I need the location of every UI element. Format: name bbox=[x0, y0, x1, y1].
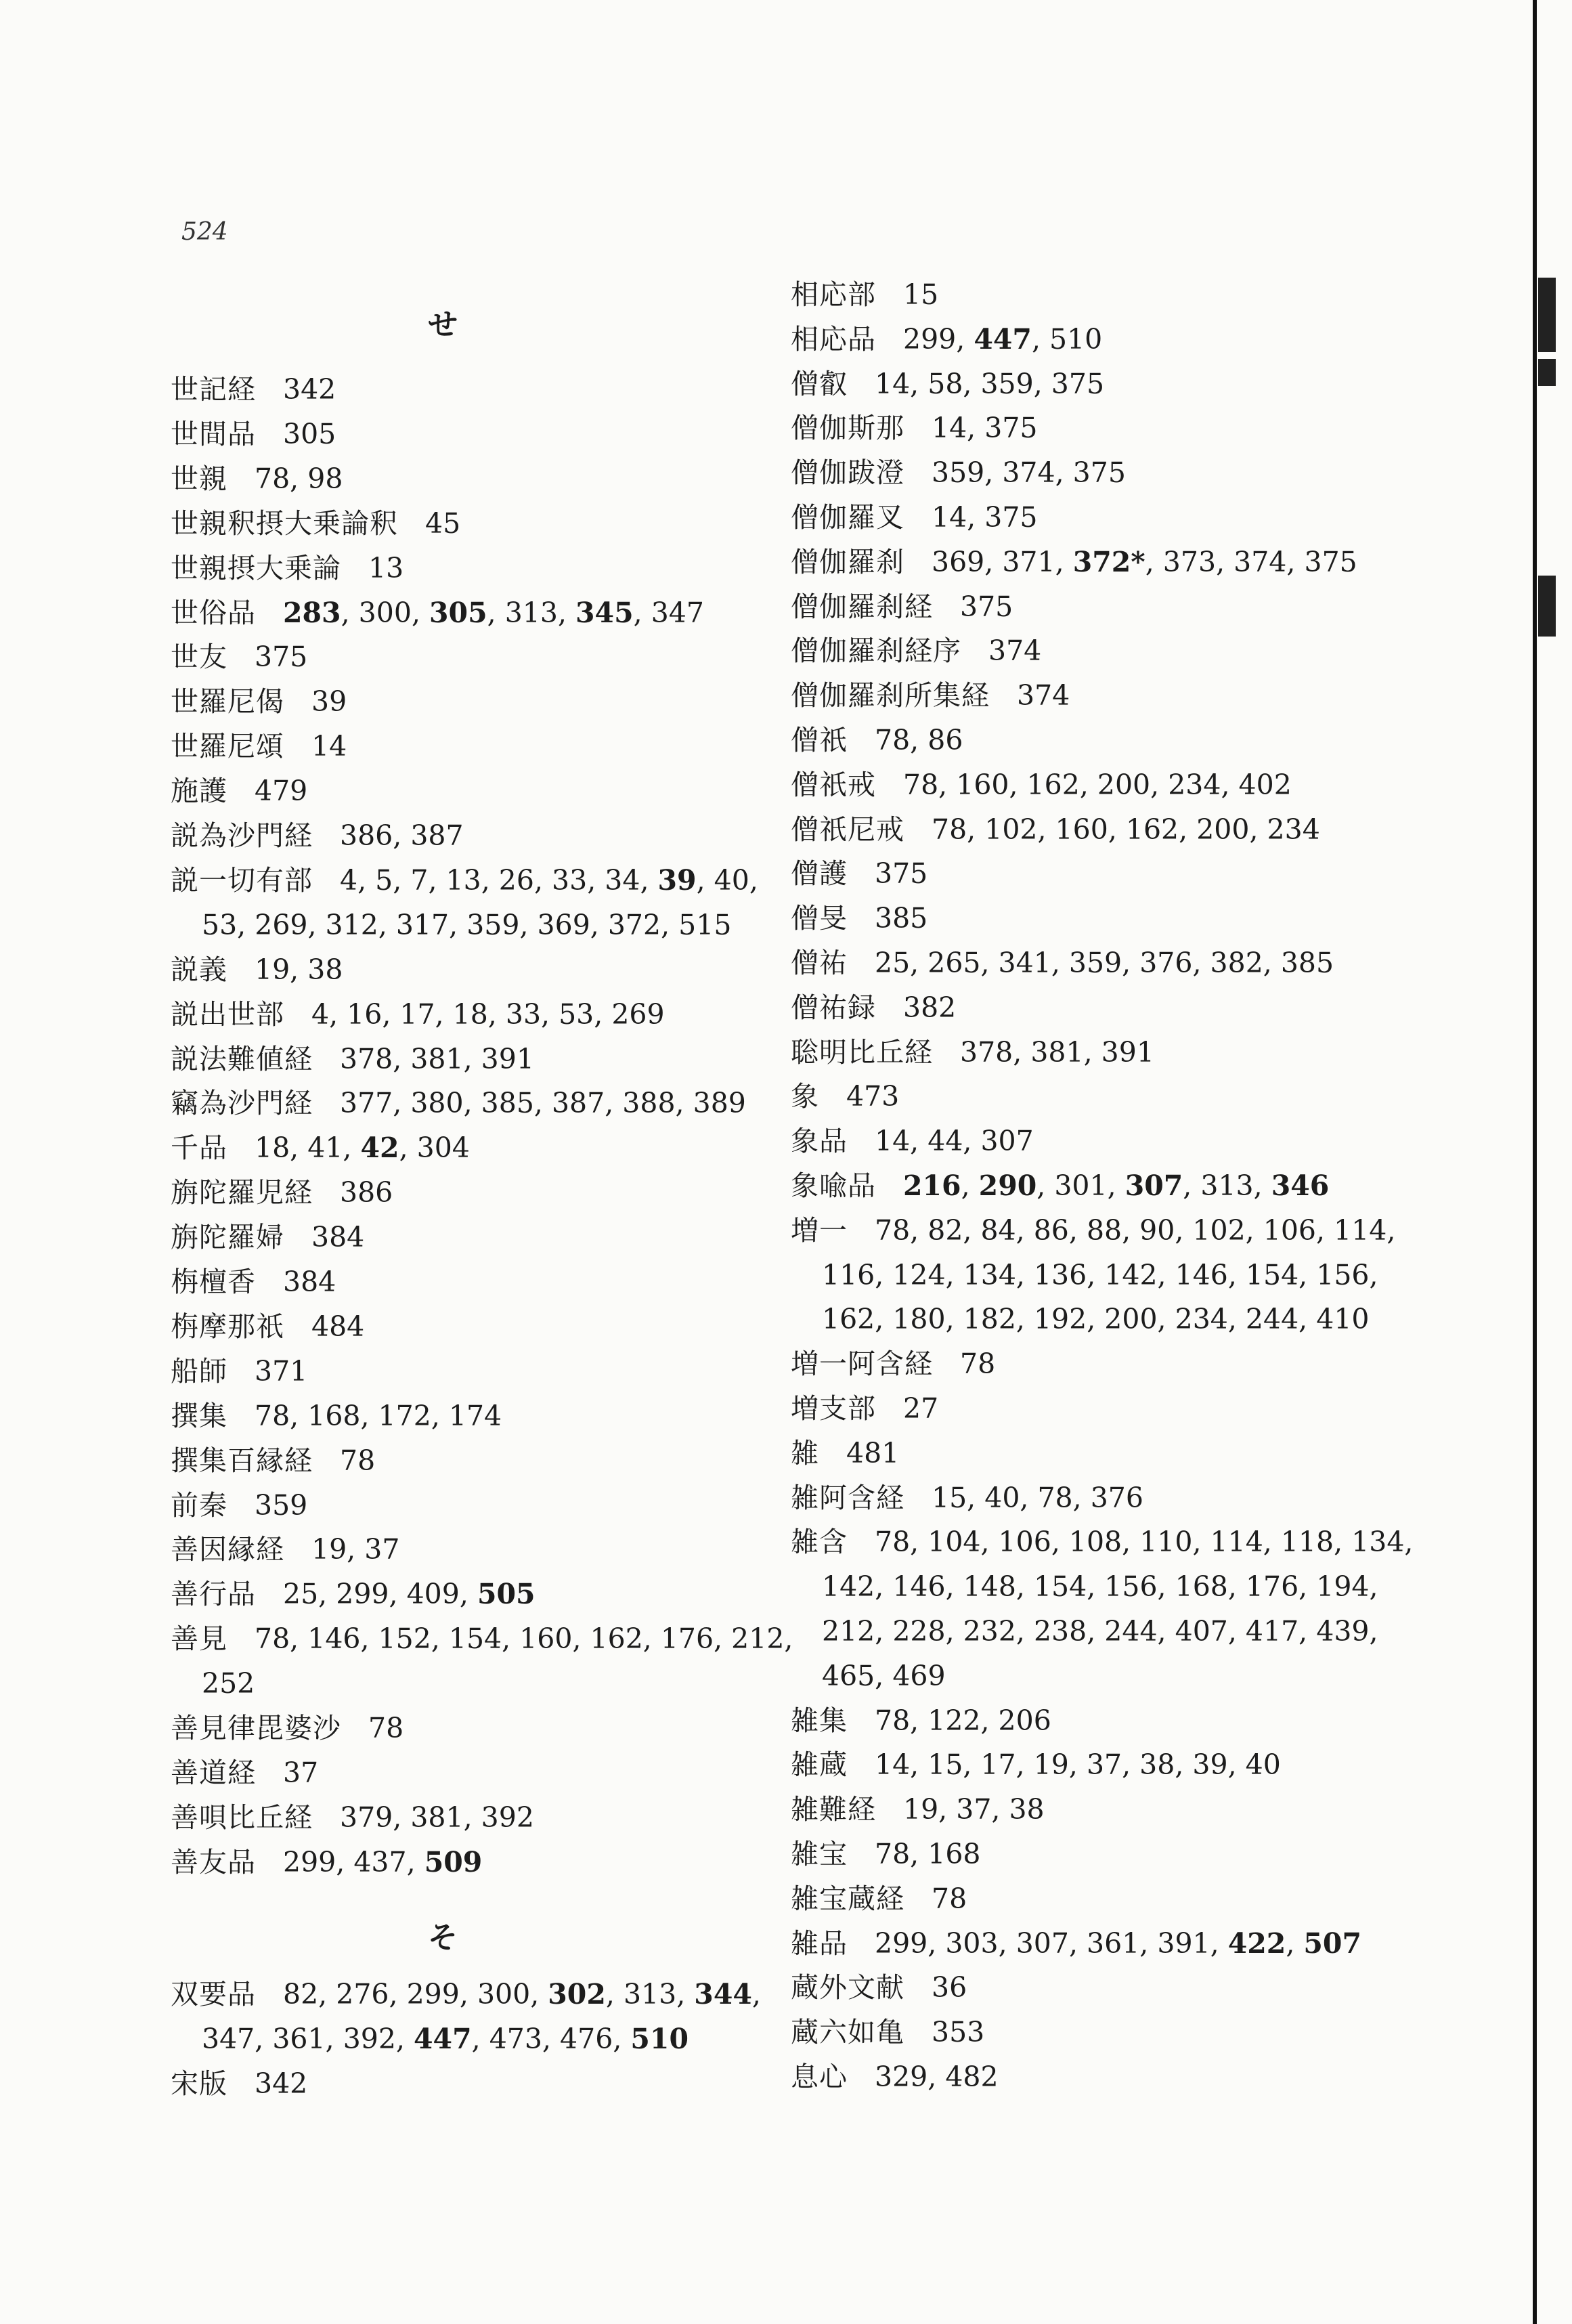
index-entry bbox=[791, 1433, 899, 1473]
index-term: 僧祐 bbox=[791, 947, 848, 979]
page-references: 78 bbox=[932, 1882, 967, 1915]
index-entry-continuation bbox=[822, 1566, 1378, 1607]
page-references: 375 bbox=[960, 590, 1013, 623]
index-entry bbox=[171, 1306, 364, 1347]
page-references: 36 bbox=[932, 1971, 967, 2004]
page-references: 78, 122, 206 bbox=[875, 1704, 1051, 1737]
index-entry bbox=[791, 943, 1334, 983]
index-entry bbox=[171, 1752, 318, 1793]
index-term: 世親 bbox=[171, 462, 227, 495]
page-references: 369, 371, 372*, 373, 374, 375 bbox=[932, 545, 1357, 578]
index-entry bbox=[171, 994, 665, 1035]
index-term: 僧伽羅刹経 bbox=[791, 590, 933, 623]
page-references: 299, 437, 509 bbox=[283, 1845, 483, 1878]
index-entry bbox=[171, 815, 464, 856]
page-references: 78, 168 bbox=[875, 1838, 981, 1870]
index-term: 善唄比丘経 bbox=[171, 1801, 313, 1834]
index-term: 雑蔵 bbox=[791, 1748, 848, 1782]
index-term: 象 bbox=[791, 1080, 819, 1113]
page-references: 15, 40, 78, 376 bbox=[932, 1481, 1143, 1514]
index-entry bbox=[171, 949, 343, 990]
index-term: 世親摂大乗論 bbox=[171, 551, 341, 584]
index-entry bbox=[791, 1388, 938, 1429]
page-references: 386 bbox=[340, 1176, 393, 1209]
page-references: 53, 269, 312, 317, 359, 369, 372, 515 bbox=[202, 908, 732, 941]
page-references: 252 bbox=[202, 1667, 255, 1700]
index-term: 施護 bbox=[171, 775, 227, 808]
index-term: 増一阿含経 bbox=[791, 1348, 933, 1381]
index-entry bbox=[171, 1974, 761, 2015]
index-entry-continuation bbox=[822, 1611, 1378, 1652]
page-references: 385 bbox=[875, 902, 928, 935]
page-references: 371 bbox=[255, 1354, 308, 1387]
index-entry bbox=[171, 1217, 364, 1257]
index-term: 蔵六如亀 bbox=[791, 2016, 904, 2049]
index-term: 世羅尼偈 bbox=[171, 685, 284, 718]
index-term: 善道経 bbox=[171, 1756, 256, 1789]
index-term: 蔵外文献 bbox=[791, 1971, 904, 2004]
page-references: 19, 37, 38 bbox=[903, 1793, 1045, 1826]
index-entry bbox=[791, 1878, 967, 1919]
index-entry bbox=[791, 586, 1013, 627]
page-references: 14, 375 bbox=[932, 501, 1038, 534]
index-entry bbox=[791, 765, 1292, 805]
index-entry bbox=[791, 630, 1041, 671]
index-entry bbox=[171, 637, 307, 677]
index-entry bbox=[791, 2012, 984, 2052]
index-term: 雑阿含経 bbox=[791, 1481, 904, 1514]
page-references: 142, 146, 148, 154, 156, 168, 176, 194, bbox=[822, 1570, 1378, 1604]
index-entry bbox=[171, 2063, 307, 2104]
index-term: 世間品 bbox=[171, 417, 256, 450]
section-heading-so: そ bbox=[428, 1920, 458, 1955]
page-references: 14, 58, 359, 375 bbox=[875, 367, 1105, 400]
index-term: 僧伽羅刹経序 bbox=[791, 634, 961, 668]
index-term: 僧護 bbox=[791, 857, 848, 890]
page-references: 78, 104, 106, 108, 110, 114, 118, 134, bbox=[875, 1526, 1414, 1559]
index-entry bbox=[791, 1834, 981, 1874]
page-edge-bar bbox=[1533, 0, 1537, 2324]
index-entry bbox=[171, 681, 347, 722]
index-entry bbox=[791, 898, 927, 939]
index-entry bbox=[791, 1789, 1045, 1830]
page-references: 14, 44, 307 bbox=[875, 1125, 1034, 1158]
page-references: 78, 168, 172, 174 bbox=[255, 1399, 502, 1432]
page-references: 329, 482 bbox=[875, 2061, 999, 2093]
page-references: 386, 387 bbox=[340, 819, 464, 852]
index-term: 雑宝 bbox=[791, 1838, 848, 1870]
page-references: 382 bbox=[903, 991, 957, 1024]
index-entry bbox=[171, 1039, 534, 1079]
index-term: 栴摩那祇 bbox=[171, 1310, 284, 1343]
index-entry bbox=[791, 1343, 995, 1384]
index-term: 双要品 bbox=[171, 1978, 256, 2010]
page-references: 353 bbox=[932, 2016, 985, 2049]
index-entry bbox=[171, 1797, 534, 1838]
page-references: 39 bbox=[311, 685, 347, 718]
index-term: 旃陀羅児経 bbox=[171, 1176, 313, 1209]
index-entry bbox=[171, 1127, 470, 1168]
index-term: 僧伽羅刹所集経 bbox=[791, 679, 990, 712]
page-references: 342 bbox=[255, 2067, 308, 2100]
index-term: 善友品 bbox=[171, 1845, 256, 1878]
index-term: 説為沙門経 bbox=[171, 819, 313, 852]
index-entry bbox=[171, 726, 347, 767]
index-term: 僧祐録 bbox=[791, 991, 876, 1024]
page-references: 37 bbox=[283, 1756, 319, 1789]
index-entry bbox=[791, 1923, 1361, 1964]
index-entry bbox=[791, 720, 963, 760]
index-entry bbox=[791, 1744, 1281, 1785]
index-term: 雑含 bbox=[791, 1526, 848, 1559]
page-references: 212, 228, 232, 238, 244, 407, 417, 439, bbox=[822, 1615, 1378, 1648]
index-term: 雑品 bbox=[791, 1927, 848, 1960]
index-entry-continuation bbox=[202, 2019, 689, 2059]
page-references: 305 bbox=[283, 417, 336, 450]
page-references: 78, 160, 162, 200, 234, 402 bbox=[903, 768, 1292, 801]
page-references: 45 bbox=[425, 507, 461, 540]
index-entry bbox=[171, 593, 704, 633]
index-term: 僧祇 bbox=[791, 724, 848, 756]
index-entry-continuation bbox=[202, 905, 731, 945]
index-entry bbox=[791, 319, 1102, 360]
page-references: 14, 15, 17, 19, 37, 38, 39, 40 bbox=[875, 1748, 1281, 1782]
index-term: 雑宝蔵経 bbox=[791, 1882, 904, 1915]
index-term: 旃陀羅婦 bbox=[171, 1221, 284, 1254]
index-term: 世友 bbox=[171, 641, 227, 674]
index-term: 聡明比丘経 bbox=[791, 1035, 933, 1069]
index-term: 世記経 bbox=[171, 373, 256, 406]
index-entry bbox=[171, 1529, 399, 1570]
page-references: 378, 381, 391 bbox=[340, 1042, 534, 1075]
index-term: 相応品 bbox=[791, 322, 876, 356]
index-entry bbox=[171, 1485, 307, 1526]
index-term: 宋版 bbox=[171, 2067, 227, 2100]
index-entry bbox=[171, 548, 403, 588]
page-references: 25, 265, 341, 359, 376, 382, 385 bbox=[875, 947, 1334, 979]
index-entry bbox=[791, 809, 1320, 850]
page-references: 19, 38 bbox=[255, 953, 343, 986]
index-term: 僧伽斯那 bbox=[791, 412, 904, 445]
index-term: 僧祇戒 bbox=[791, 768, 876, 801]
index-entry-continuation bbox=[822, 1656, 946, 1696]
index-term: 千品 bbox=[171, 1132, 227, 1165]
page-references: 359, 374, 375 bbox=[932, 456, 1126, 490]
index-entry bbox=[171, 1262, 336, 1302]
page-references: 82, 276, 299, 300, 302, 313, 344, bbox=[283, 1978, 761, 2010]
page-references: 375 bbox=[875, 857, 928, 890]
index-term: 栴檀香 bbox=[171, 1266, 256, 1298]
index-term: 僧伽跋澄 bbox=[791, 456, 904, 490]
page-references: 299, 303, 307, 361, 391, 422, 507 bbox=[875, 1927, 1361, 1960]
edge-mark bbox=[1538, 359, 1556, 386]
page-references: 378, 381, 391 bbox=[960, 1035, 1154, 1069]
index-entry bbox=[171, 1351, 307, 1392]
index-entry bbox=[791, 542, 1357, 582]
page-references: 384 bbox=[311, 1221, 365, 1254]
page-references: 374 bbox=[1017, 679, 1070, 712]
page-references: 384 bbox=[283, 1266, 336, 1298]
index-term: 説一切有部 bbox=[171, 863, 313, 897]
page-references: 479 bbox=[255, 775, 308, 808]
index-term: 世親釈摂大乗論釈 bbox=[171, 507, 398, 540]
index-term: 象品 bbox=[791, 1125, 848, 1158]
index-term: 船師 bbox=[171, 1354, 227, 1387]
page-references: 78, 98 bbox=[255, 462, 343, 495]
index-entry bbox=[171, 1708, 403, 1748]
page-references: 78, 82, 84, 86, 88, 90, 102, 106, 114, bbox=[875, 1213, 1396, 1247]
index-entry-continuation bbox=[202, 1663, 255, 1704]
index-term: 善見律毘婆沙 bbox=[171, 1712, 341, 1744]
index-term: 説法難値経 bbox=[171, 1042, 313, 1075]
index-entry bbox=[171, 1172, 393, 1213]
index-entry bbox=[791, 274, 938, 315]
index-term: 息心 bbox=[791, 2061, 848, 2093]
index-term: 僧叡 bbox=[791, 367, 848, 400]
index-term: 撰集 bbox=[171, 1399, 227, 1432]
index-entry bbox=[791, 853, 927, 894]
index-term: 善行品 bbox=[171, 1578, 256, 1611]
index-term: 僧伽羅刹 bbox=[791, 545, 904, 578]
index-entry bbox=[171, 1574, 536, 1614]
index-term: 雑 bbox=[791, 1436, 819, 1469]
index-term: 説出世部 bbox=[171, 997, 284, 1031]
page-references: 374 bbox=[988, 634, 1042, 668]
page-references: 481 bbox=[846, 1436, 900, 1469]
index-entry bbox=[791, 2057, 999, 2097]
index-entry bbox=[791, 1165, 1329, 1206]
index-term: 僧伽羅叉 bbox=[791, 501, 904, 534]
page-references: 19, 37 bbox=[311, 1533, 400, 1566]
page-references: 78, 86 bbox=[875, 724, 963, 756]
index-term: 象喩品 bbox=[791, 1169, 876, 1202]
page-references: 299, 447, 510 bbox=[903, 322, 1103, 356]
index-entry bbox=[791, 1478, 1143, 1518]
index-term: 増支部 bbox=[791, 1392, 876, 1425]
index-term: 相応部 bbox=[791, 278, 876, 311]
index-term: 僧祇尼戒 bbox=[791, 813, 904, 846]
page-references: 379, 381, 392 bbox=[340, 1801, 534, 1834]
page-references: 27 bbox=[903, 1392, 939, 1425]
page-references: 18, 41, 42, 304 bbox=[255, 1132, 470, 1165]
page-references: 78 bbox=[340, 1444, 376, 1477]
edge-mark bbox=[1538, 278, 1556, 352]
index-entry bbox=[791, 1032, 1154, 1073]
index-entry bbox=[171, 1440, 375, 1481]
index-term: 善見 bbox=[171, 1622, 227, 1656]
index-entry bbox=[791, 1522, 1413, 1562]
index-entry bbox=[171, 369, 336, 410]
page-number: 524 bbox=[181, 218, 228, 246]
edge-mark bbox=[1538, 576, 1556, 637]
index-entry bbox=[171, 1842, 482, 1882]
index-entry bbox=[171, 1396, 502, 1436]
page-references: 216, 290, 301, 307, 313, 346 bbox=[903, 1169, 1330, 1202]
index-term: 世羅尼頌 bbox=[171, 730, 284, 763]
page-references: 375 bbox=[255, 641, 308, 674]
page-references: 342 bbox=[283, 373, 336, 406]
page-references: 78, 102, 160, 162, 200, 234 bbox=[932, 813, 1320, 846]
index-term: 前秦 bbox=[171, 1488, 227, 1522]
index-entry-continuation bbox=[822, 1255, 1378, 1295]
index-entry bbox=[171, 860, 758, 901]
index-entry bbox=[171, 1618, 793, 1659]
page-references: 465, 469 bbox=[822, 1659, 946, 1692]
index-entry bbox=[791, 408, 1038, 448]
page-references: 162, 180, 182, 192, 200, 234, 244, 410 bbox=[822, 1303, 1370, 1336]
page-references: 377, 380, 385, 387, 388, 389 bbox=[340, 1087, 746, 1120]
index-term: 増一 bbox=[791, 1213, 848, 1247]
index-entry bbox=[171, 458, 343, 499]
index-entry bbox=[791, 364, 1104, 404]
index-entry bbox=[791, 987, 956, 1028]
index-term: 僧旻 bbox=[791, 902, 848, 935]
index-entry bbox=[171, 771, 307, 811]
page-references: 78 bbox=[368, 1712, 404, 1744]
section-heading-se: せ bbox=[428, 307, 458, 342]
index-entry-continuation bbox=[822, 1299, 1370, 1339]
index-entry bbox=[791, 1076, 899, 1117]
index-entry bbox=[171, 1083, 746, 1123]
index-entry bbox=[791, 1210, 1395, 1251]
page-references: 15 bbox=[903, 278, 939, 311]
index-entry bbox=[791, 497, 1038, 538]
page-references: 116, 124, 134, 136, 142, 146, 154, 156, bbox=[822, 1258, 1378, 1291]
index-entry bbox=[791, 1700, 1051, 1741]
page-references: 4, 5, 7, 13, 26, 33, 34, 39, 40, bbox=[340, 863, 758, 897]
index-term: 撰集百縁経 bbox=[171, 1444, 313, 1477]
index-entry bbox=[171, 503, 460, 544]
index-term: 世俗品 bbox=[171, 596, 256, 629]
page-references: 347, 361, 392, 447, 473, 476, 510 bbox=[202, 2023, 689, 2055]
page-references: 13 bbox=[368, 551, 404, 584]
page-references: 14, 375 bbox=[932, 412, 1038, 445]
page-references: 359 bbox=[255, 1488, 308, 1522]
page-references: 25, 299, 409, 505 bbox=[283, 1578, 536, 1611]
index-term: 竊為沙門経 bbox=[171, 1087, 313, 1120]
page-references: 484 bbox=[311, 1310, 365, 1343]
index-entry bbox=[791, 1121, 1034, 1161]
index-entry bbox=[791, 452, 1126, 493]
page-references: 473 bbox=[846, 1080, 900, 1113]
index-term: 説義 bbox=[171, 953, 227, 986]
page-references: 283, 300, 305, 313, 345, 347 bbox=[283, 596, 704, 629]
index-term: 善因縁経 bbox=[171, 1533, 284, 1566]
page-references: 78 bbox=[960, 1348, 996, 1381]
page-references: 4, 16, 17, 18, 33, 53, 269 bbox=[311, 997, 665, 1031]
page-references: 78, 146, 152, 154, 160, 162, 176, 212, bbox=[255, 1622, 793, 1656]
page-references: 14 bbox=[311, 730, 347, 763]
index-term: 雑難経 bbox=[791, 1793, 876, 1826]
index-term: 雑集 bbox=[791, 1704, 848, 1737]
index-entry bbox=[171, 414, 336, 454]
index-entry bbox=[791, 675, 1070, 716]
index-entry bbox=[791, 1967, 967, 2008]
